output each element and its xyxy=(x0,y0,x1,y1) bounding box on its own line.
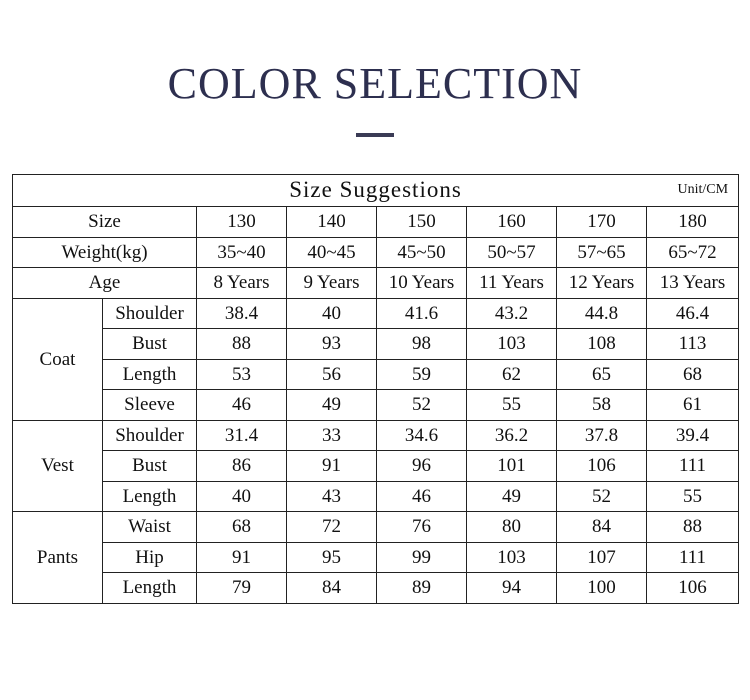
measurement-cell: 46 xyxy=(197,390,287,421)
size-row xyxy=(13,207,739,238)
measurement-cell: 84 xyxy=(557,512,647,543)
measurement-cell: 79 xyxy=(197,573,287,604)
age-cell: 10 Years xyxy=(377,268,467,299)
weight-cell: 50~57 xyxy=(467,237,557,268)
measurement-label: Sleeve xyxy=(103,390,197,421)
measurement-label: Shoulder xyxy=(103,420,197,451)
table-row xyxy=(13,420,739,451)
measurement-cell: 55 xyxy=(647,481,739,512)
size-cell: 130 xyxy=(197,207,287,238)
age-row xyxy=(13,268,739,299)
measurement-cell: 103 xyxy=(467,542,557,573)
measurement-cell: 88 xyxy=(197,329,287,360)
measurement-cell: 49 xyxy=(287,390,377,421)
measurement-cell: 91 xyxy=(197,542,287,573)
age-cell: 8 Years xyxy=(197,268,287,299)
measurement-cell: 61 xyxy=(647,390,739,421)
measurement-cell: 58 xyxy=(557,390,647,421)
group-label: Pants xyxy=(13,512,103,604)
measurement-label: Length xyxy=(103,481,197,512)
table-row xyxy=(13,329,739,360)
age-cell: 13 Years xyxy=(647,268,739,299)
heading-underline xyxy=(356,133,394,137)
weight-cell: 57~65 xyxy=(557,237,647,268)
measurement-cell: 44.8 xyxy=(557,298,647,329)
measurement-cell: 59 xyxy=(377,359,467,390)
measurement-cell: 89 xyxy=(377,573,467,604)
measurement-label: Bust xyxy=(103,451,197,482)
measurement-cell: 111 xyxy=(647,451,739,482)
measurement-cell: 40 xyxy=(197,481,287,512)
table-row xyxy=(13,451,739,482)
size-cell: 160 xyxy=(467,207,557,238)
measurement-cell: 38.4 xyxy=(197,298,287,329)
weight-label: Weight(kg) xyxy=(13,237,197,268)
title-row xyxy=(13,175,739,207)
measurement-cell: 93 xyxy=(287,329,377,360)
group-label: Coat xyxy=(13,298,103,420)
measurement-cell: 103 xyxy=(467,329,557,360)
age-cell: 12 Years xyxy=(557,268,647,299)
measurement-cell: 53 xyxy=(197,359,287,390)
measurement-cell: 56 xyxy=(287,359,377,390)
measurement-cell: 96 xyxy=(377,451,467,482)
table-row xyxy=(13,359,739,390)
measurement-cell: 84 xyxy=(287,573,377,604)
size-cell: 180 xyxy=(647,207,739,238)
table-row xyxy=(13,542,739,573)
weight-row xyxy=(13,237,739,268)
measurement-cell: 111 xyxy=(647,542,739,573)
table-row xyxy=(13,573,739,604)
weight-cell: 35~40 xyxy=(197,237,287,268)
size-cell: 170 xyxy=(557,207,647,238)
measurement-cell: 95 xyxy=(287,542,377,573)
measurement-cell: 52 xyxy=(557,481,647,512)
measurement-cell: 31.4 xyxy=(197,420,287,451)
unit-label: Unit/CM xyxy=(677,182,729,197)
age-cell: 11 Years xyxy=(467,268,557,299)
table-row xyxy=(13,298,739,329)
measurement-cell: 76 xyxy=(377,512,467,543)
measurement-cell: 98 xyxy=(377,329,467,360)
measurement-cell: 37.8 xyxy=(557,420,647,451)
measurement-cell: 62 xyxy=(467,359,557,390)
measurement-cell: 39.4 xyxy=(647,420,739,451)
table-row xyxy=(13,390,739,421)
measurement-cell: 40 xyxy=(287,298,377,329)
measurement-label: Shoulder xyxy=(103,298,197,329)
measurement-cell: 107 xyxy=(557,542,647,573)
measurement-label: Bust xyxy=(103,329,197,360)
measurement-cell: 55 xyxy=(467,390,557,421)
measurement-cell: 43 xyxy=(287,481,377,512)
measurement-cell: 101 xyxy=(467,451,557,482)
measurement-cell: 108 xyxy=(557,329,647,360)
measurement-cell: 68 xyxy=(647,359,739,390)
size-cell: 150 xyxy=(377,207,467,238)
measurement-label: Length xyxy=(103,573,197,604)
measurement-cell: 49 xyxy=(467,481,557,512)
measurement-cell: 33 xyxy=(287,420,377,451)
size-cell: 140 xyxy=(287,207,377,238)
measurement-cell: 43.2 xyxy=(467,298,557,329)
measurement-cell: 46 xyxy=(377,481,467,512)
measurement-cell: 94 xyxy=(467,573,557,604)
size-label: Size xyxy=(13,207,197,238)
table-row xyxy=(13,481,739,512)
measurement-cell: 72 xyxy=(287,512,377,543)
table-title-cell xyxy=(13,175,739,207)
measurement-cell: 113 xyxy=(647,329,739,360)
size-table xyxy=(12,174,739,604)
weight-cell: 65~72 xyxy=(647,237,739,268)
measurement-cell: 106 xyxy=(647,573,739,604)
measurement-cell: 41.6 xyxy=(377,298,467,329)
table-row xyxy=(13,512,739,543)
weight-cell: 45~50 xyxy=(377,237,467,268)
measurement-cell: 52 xyxy=(377,390,467,421)
measurement-cell: 36.2 xyxy=(467,420,557,451)
measurement-label: Waist xyxy=(103,512,197,543)
measurement-cell: 68 xyxy=(197,512,287,543)
measurement-cell: 34.6 xyxy=(377,420,467,451)
measurement-cell: 65 xyxy=(557,359,647,390)
measurement-cell: 80 xyxy=(467,512,557,543)
measurement-cell: 91 xyxy=(287,451,377,482)
measurement-label: Length xyxy=(103,359,197,390)
age-cell: 9 Years xyxy=(287,268,377,299)
age-label: Age xyxy=(13,268,197,299)
table-title: Size Suggestions xyxy=(289,177,462,202)
measurement-cell: 86 xyxy=(197,451,287,482)
page-heading: COLOR SELECTION xyxy=(167,59,583,108)
measurement-cell: 106 xyxy=(557,451,647,482)
measurement-cell: 46.4 xyxy=(647,298,739,329)
weight-cell: 40~45 xyxy=(287,237,377,268)
measurement-cell: 100 xyxy=(557,573,647,604)
group-label: Vest xyxy=(13,420,103,512)
measurement-cell: 99 xyxy=(377,542,467,573)
measurement-cell: 88 xyxy=(647,512,739,543)
measurement-label: Hip xyxy=(103,542,197,573)
